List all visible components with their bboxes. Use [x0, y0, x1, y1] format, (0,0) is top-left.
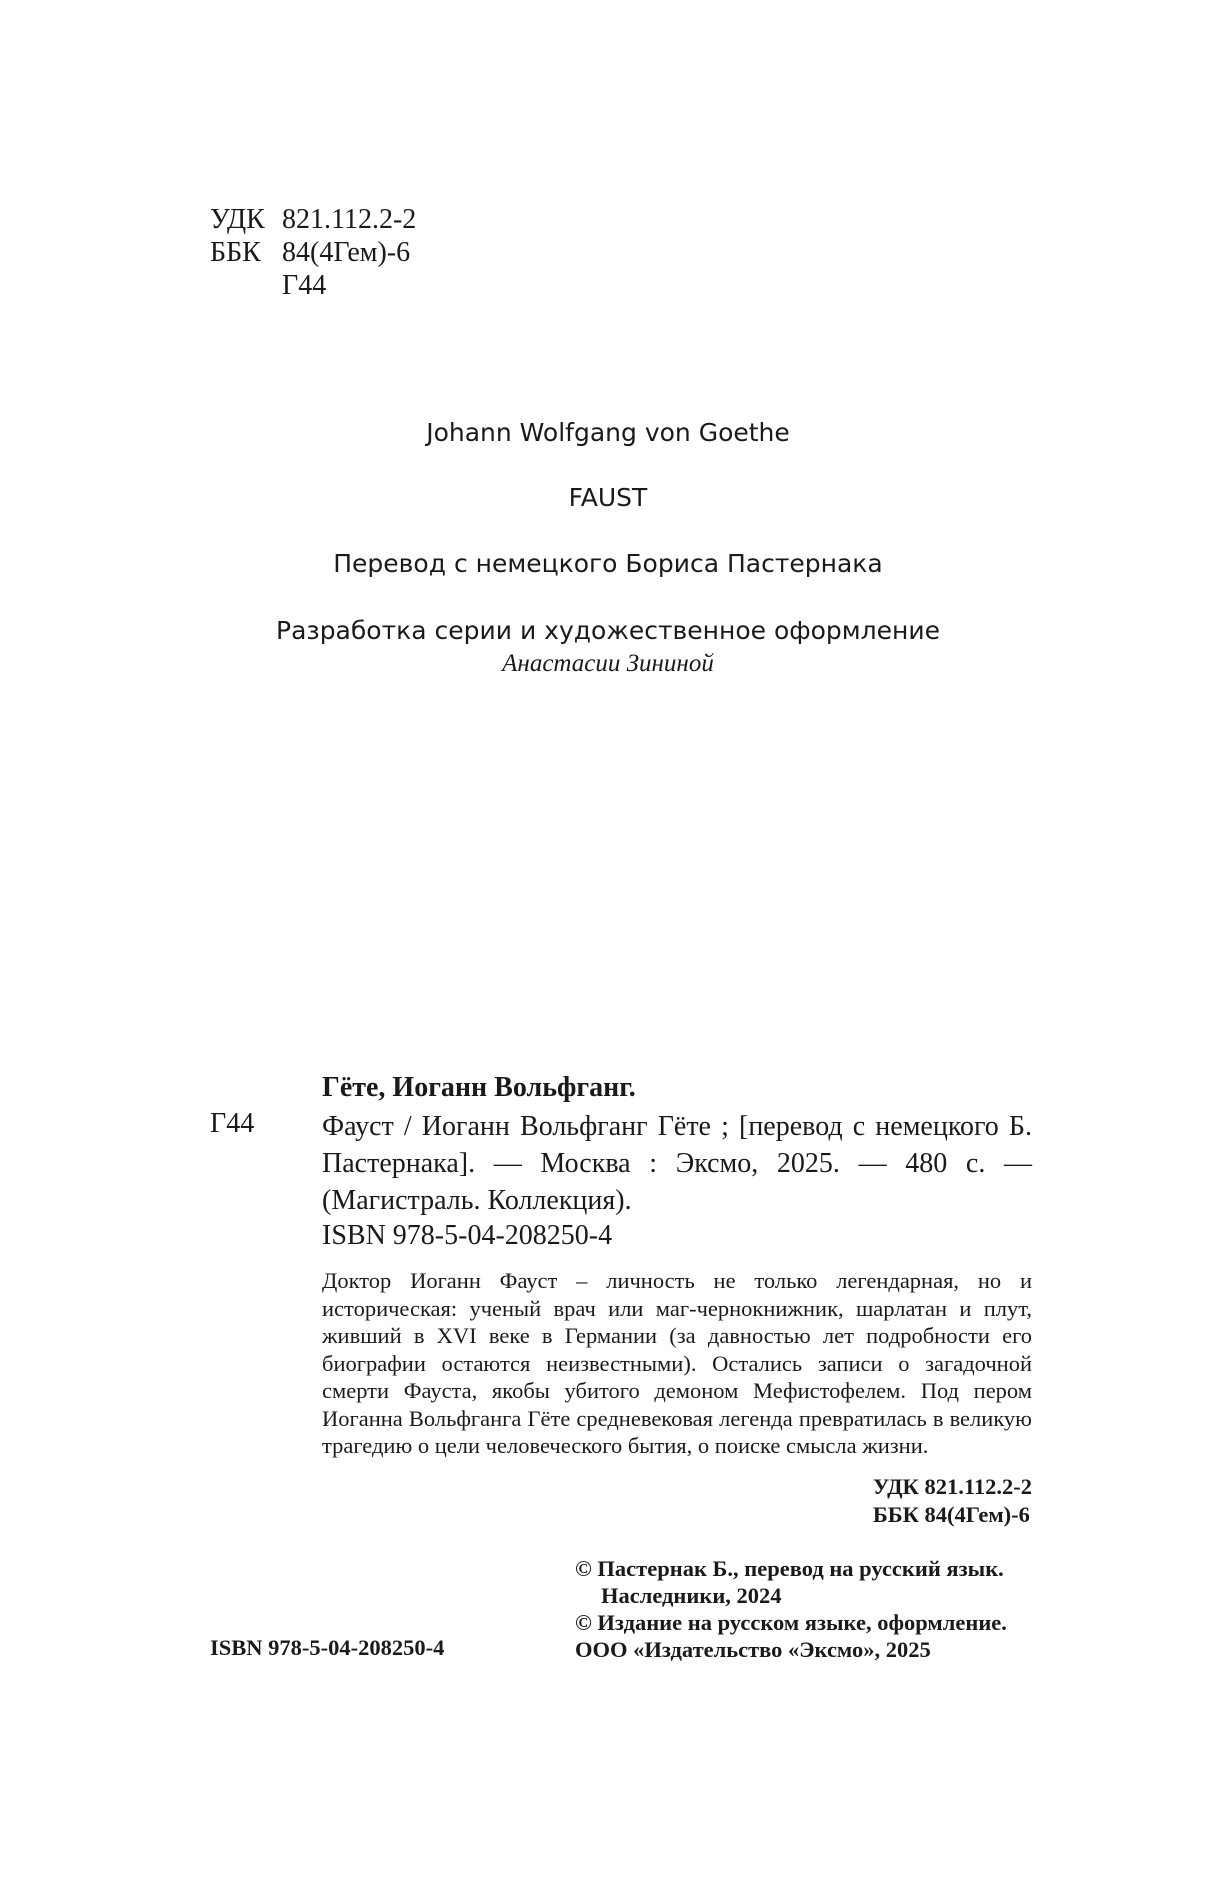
bib-heading: Гёте, Иоганн Вольфганг.	[322, 1072, 636, 1103]
bib-udk: УДК 821.112.2-2	[872, 1474, 1032, 1499]
bbk-row	[210, 236, 416, 269]
bib-code: Г44	[210, 1108, 255, 1139]
classification-block	[210, 203, 416, 302]
copyright-block	[575, 1555, 1035, 1663]
series-design-block	[0, 614, 1216, 680]
copyright-line-3: © Издание на русском языке, оформление.	[575, 1610, 1007, 1635]
copyright-line-4: ООО «Издательство «Эксмо», 2025	[575, 1637, 931, 1662]
bbk-key: ББК	[210, 237, 261, 268]
designer-name: Анастасии Зининой	[502, 650, 714, 677]
copyright-line-2: Наследники, 2024	[601, 1583, 782, 1608]
series-design-line: Разработка серии и художественное оформление	[276, 616, 940, 645]
original-author: Johann Wolfgang von Goethe	[426, 418, 790, 447]
bib-codes	[873, 1473, 1032, 1529]
udk-key: УДК	[210, 204, 265, 235]
translator-line: Перевод с немецкого Бориса Пастернака	[333, 549, 883, 578]
udk-value: 821.112.2-2	[282, 204, 417, 235]
copyright-line-1: © Пастернак Б., перевод на русский язык.	[575, 1556, 1004, 1581]
bib-description: Фауст / Иоганн Вольфганг Гёте ; [перевод с немецкого Б. Пастернака]. — Москва : Эксмо, 2025. — 480 с. — (Магистраль. Коллекция).	[322, 1111, 1032, 1216]
author-sign: Г44	[282, 270, 327, 301]
isbn-bottom: ISBN 978-5-04-208250-4	[210, 1635, 445, 1660]
bib-isbn: ISBN 978-5-04-208250-4	[322, 1220, 613, 1251]
abstract-text: Доктор Иоганн Фауст – личность не только легендарная, но и историческая: ученый врач или маг-чернокнижник, шарлатан и плут, живший в XVI веке в Германии (за давностью лет подробности его биографии остаются неизвестными). Остались записи о загадочной смерти Фауста, якобы убитого демоном Мефистофелем. Под пером Иоганна Вольфганга Гёте средневековая легенда превратилась в великую трагедию о цели человеческого бытия, о поиске смысла жизни.	[322, 1268, 1032, 1458]
bib-bbk: ББК 84(4Гем)-6	[872, 1502, 1030, 1527]
author-sign-row	[210, 269, 416, 302]
original-title: FAUST	[568, 483, 648, 512]
bbk-value: 84(4Гем)-6	[282, 237, 411, 268]
udk-row	[210, 203, 416, 236]
